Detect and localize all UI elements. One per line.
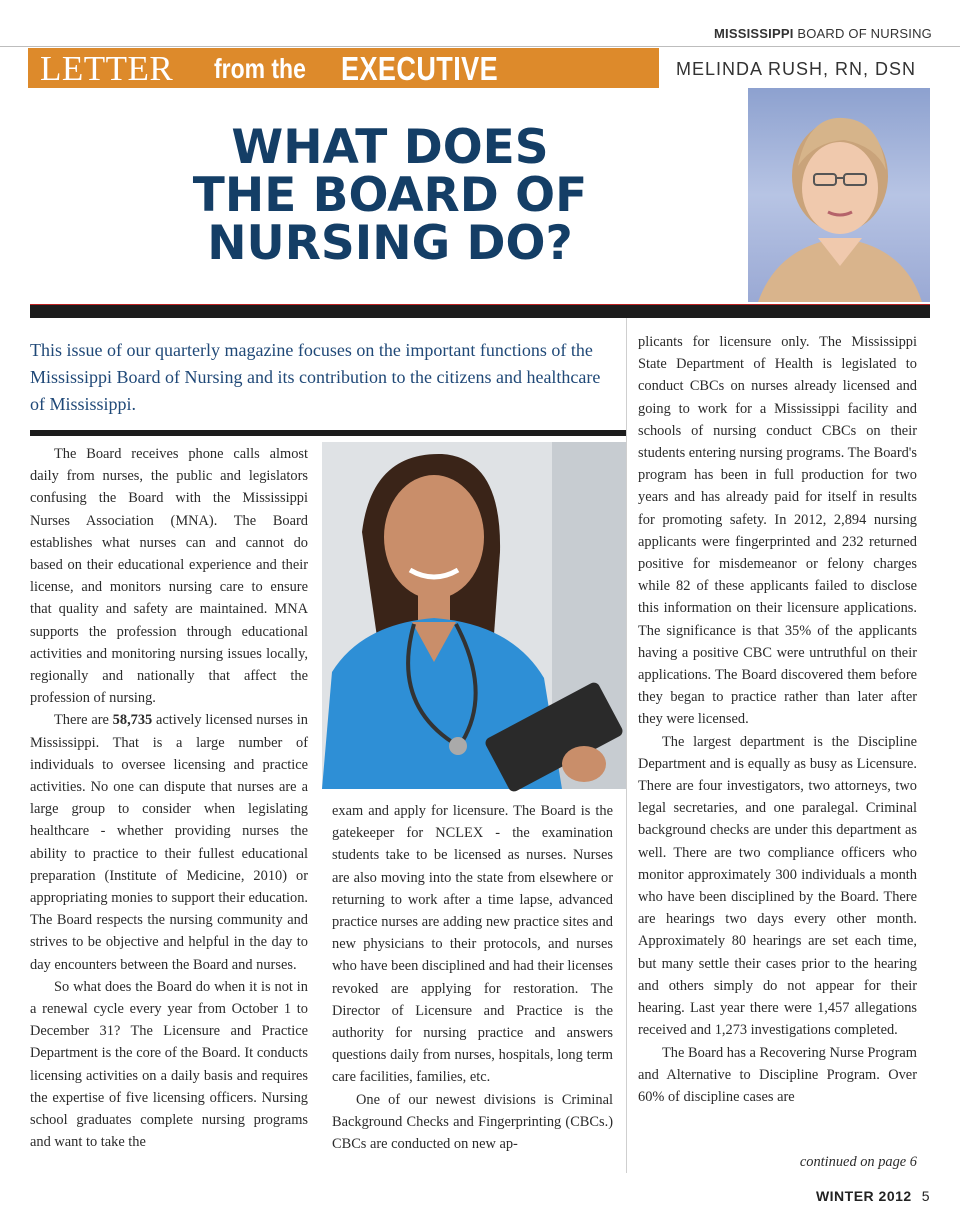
col1-p2-start: There are (54, 712, 113, 729)
banner-letter: LETTER (40, 49, 174, 88)
nurse-count: 58,735 (112, 712, 153, 729)
continued-note: continued on page 6 (799, 1154, 917, 1170)
col3-paragraph-3: The Board has a Recovering Nurse Program and Alternative to Discipline Program. Over 60% of discipline cases are (638, 1044, 917, 1105)
section-banner (28, 48, 659, 125)
intro-paragraph: This issue of our quarterly magazine focuses on the important functions of the Mississippi Board of Nursing and its contribution to the citizens and healthcare of Mississippi. (30, 340, 601, 414)
portrait-illustration (748, 88, 930, 302)
col3-paragraph-1: plicants for licensure only. The Mississippi State Department of Health is legislated to conduct CBCs on nurses already licensed and going to work for a Mississippi facility and schools of nursing conduct CBCs on their students entering nursing programs. The Board's program has been in full production for two years and has already paid for itself in results for promoting safety. In 2012, 2,894 nursing applicants were fingerprinted and 232 returned positive for misdemeanor or felony charges while 82 of these applicants failed to disclose this information on their licensure applications. The significance is that 35% of the applicants having a positive CBC were untruthful on their applications. The Board discovered them before they began to practice rather than later after they were licensed. (638, 334, 917, 728)
article-column-1 (30, 443, 308, 1154)
title-line-2: THE BOARD OF (192, 168, 588, 223)
article-column-2 (332, 800, 613, 1155)
page-number: 5 (921, 1188, 930, 1204)
header-rule (0, 46, 960, 47)
col1-paragraph-2 (30, 709, 308, 975)
title-line-3: NURSING DO? (207, 216, 573, 271)
article-column-3 (638, 331, 917, 1108)
column-divider (626, 318, 627, 1173)
director-portrait-photo (748, 88, 930, 302)
col2-paragraph-2: One of our newest divisions is Criminal Background Checks and Fingerprinting (CBCs.) CBCs are conducted on new ap- (332, 1091, 613, 1153)
page-footer (816, 1188, 930, 1204)
masthead (714, 26, 932, 41)
masthead-org: BOARD OF NURSING (797, 26, 932, 41)
page-title (110, 120, 670, 271)
banner-executive-director: EXECUTIVE DIRECTOR (341, 50, 499, 125)
masthead-state: MISSISSIPPI (714, 26, 794, 41)
col3-paragraph-2: The largest department is the Discipline Department and is equally as busy as Licensure. There are four investigators, two attorneys, two legal secretaries, and one paralegal. Criminal background checks are under this department as well. There are two compliance officers who monitor approximately 300 individuals a month who have been disciplined by the Board. There are hearings two days every other month. Approximately 80 hearings are set each time, but many settle their cases prior to the hearing and others simply do not appear for their hearing. Last year there were 1,457 allegations received and 1,273 investigations completed. (638, 733, 917, 1039)
col1-p2-rest: actively licensed nurses in Mississippi. That is a large number of individuals to oversee licensing and practice activities. No one can dispute that nurses are a large group to consider when legislating healthcare - whether providing nurses the ability to practice to their fullest educational preparation (Institute of Medicine, 2010) or appropriating monies to support their education. The Board respects the nursing community and strives to be objective and helpful in the day to day encounters between the Board and nurses. (30, 712, 308, 973)
banner-from-the: from the (214, 53, 306, 84)
nurse-photo (322, 442, 626, 789)
title-divider-bar (30, 304, 930, 318)
issue-label: WINTER 2012 (815, 1188, 912, 1204)
intro-divider-bar (30, 430, 626, 436)
col1-paragraph-3: So what does the Board do when it is not in a renewal cycle every year from October 1 to December 31? The Licensure and Practice Department is the core of the Board. It conducts licensing activities on a daily basis and requires the expertise of five licensing officers. Nursing school graduates complete nursing programs and want to take the (30, 978, 308, 1151)
col1-paragraph-1: The Board receives phone calls almost daily from nurses, the public and legislators confusing the Board with the Mississippi Nurses Association (MNA). The Board establishes what nurses can and cannot do based on their educational experience and their license, and monitors nursing care to ensure that quality and safety are maintained. MNA supports the profession through educational activities and monitoring nursing issues locally, regionally and nationally that affect the profession of nursing. (30, 446, 308, 707)
title-line-1: WHAT DOES (231, 120, 549, 175)
col2-paragraph-1: exam and apply for licensure. The Board is the gatekeeper for NCLEX - the examination students take to be licensed as nurses. Nurses are also moving into the state from elsewhere or returning to work after a time lapse, advanced practice nurses are adding new practice sites and new physicians to their protocols, and nurses who have been disciplined and had their licenses revoked are applying for restoration. The Director of Licensure and Practice is the authority for nursing practice and answers questions daily from nurses, hospitals, long term care facilities, families, etc. (332, 803, 613, 1086)
author-name: MELINDA RUSH, RN, DSN (675, 59, 917, 79)
nurse-illustration (322, 442, 626, 789)
